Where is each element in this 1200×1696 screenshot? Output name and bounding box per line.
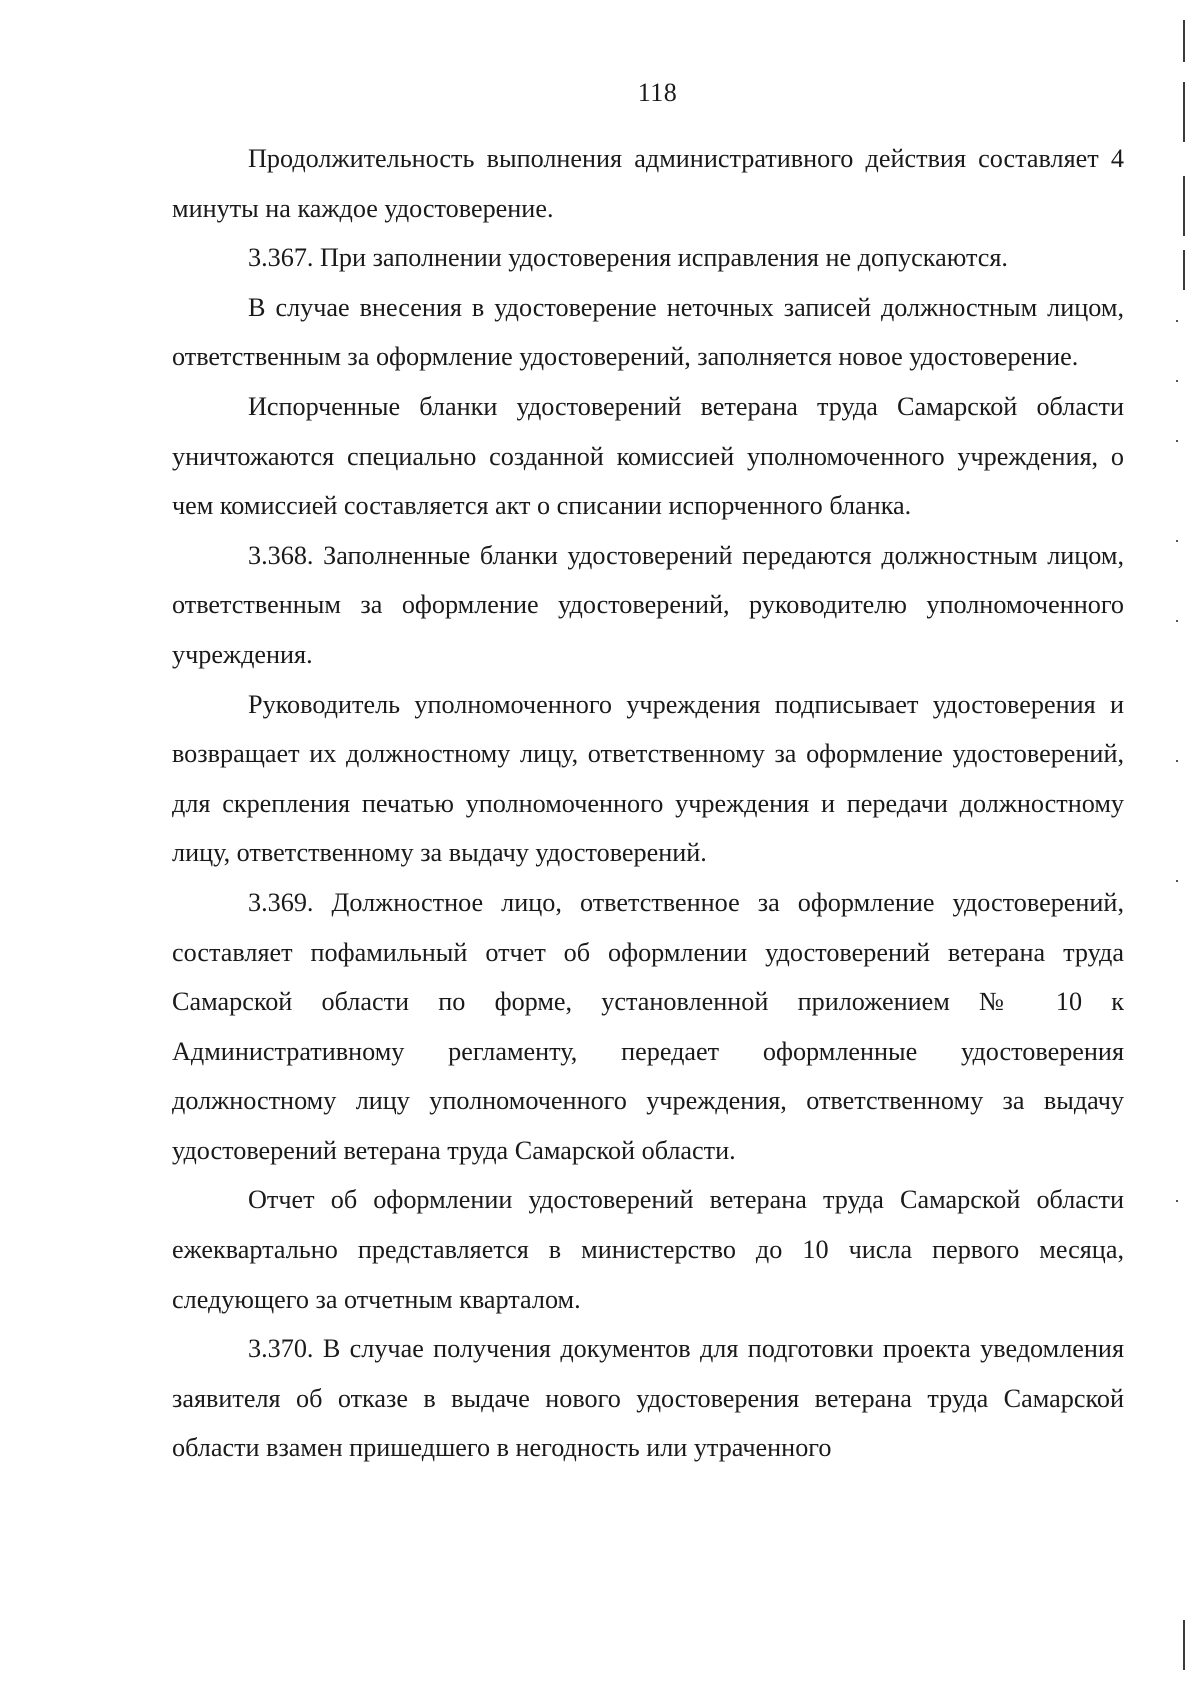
scan-edge-dot [1176,320,1178,322]
paragraph: Отчет об оформлении удостоверений ветерана труда Самарской области ежеквартально представляется в министерство до 10 числа первого месяца, следующего за отчетным кварталом. [172,1185,1124,1314]
scan-edge-dot [1176,1200,1178,1202]
scan-edge-dot [1176,760,1178,762]
scan-edge-line [1183,82,1185,142]
scan-edge-dot [1176,880,1178,882]
scan-edge-line [1183,1620,1185,1670]
paragraph: Испорченные бланки удостоверений ветерана труда Самарской области уничтожаются специально созданной комиссией уполномоченного учреждения, о чем комиссией составляется акт о списании испорченного бланка. [172,391,1124,521]
page-number: 118 [637,78,678,107]
document-body [172,134,1124,1473]
scan-edge-dot [1176,620,1178,622]
scan-edge-line [1183,176,1185,236]
paragraph: Руководитель уполномоченного учреждения подписывает удостоверения и возвращает их должностному лицу, ответственному за оформление удостоверений, для скрепления печатью уполномоченного учреждения и передачи должностному лицу, ответственному за выдачу удостоверений. [172,689,1124,868]
scan-edge-line [1183,250,1185,290]
paragraph: 3.369. Должностное лицо, ответственное за оформление удостоверений, составляет пофамильный отчет об оформлении удостоверений ветерана труда Самарской области по форме, установленной приложением № 10 к Административному регламенту, передает оформленные удостоверения должностному лицу уполномоченного учреждения, ответственному за выдачу удостоверений ветерана труда Самарской области. [172,887,1124,1165]
scan-edge-dot [1176,380,1178,382]
paragraph: 3.367. При заполнении удостоверения исправления не допускаются. [248,243,1008,273]
paragraph: 3.370. В случае получения документов для подготовки проекта уведомления заявителя об отказе в выдаче нового удостоверения ветерана труда Самарской области взамен пришедшего в негодность или утраченного [172,1334,1124,1463]
paragraph: 3.368. Заполненные бланки удостоверений передаются должностным лицом, ответственным за оформление удостоверений, руководителю уполномоченного учреждения. [172,540,1124,669]
paragraph: В случае внесения в удостоверение неточных записей должностным лицом, ответственным за оформление удостоверений, заполняется новое удостоверение. [172,292,1124,372]
scan-edge-dot [1176,440,1178,442]
scan-edge-line [1183,20,1185,62]
scan-edge-dot [1176,540,1178,542]
paragraph: Продолжительность выполнения административного действия составляет 4 минуты на каждое удостоверение. [172,144,1124,223]
